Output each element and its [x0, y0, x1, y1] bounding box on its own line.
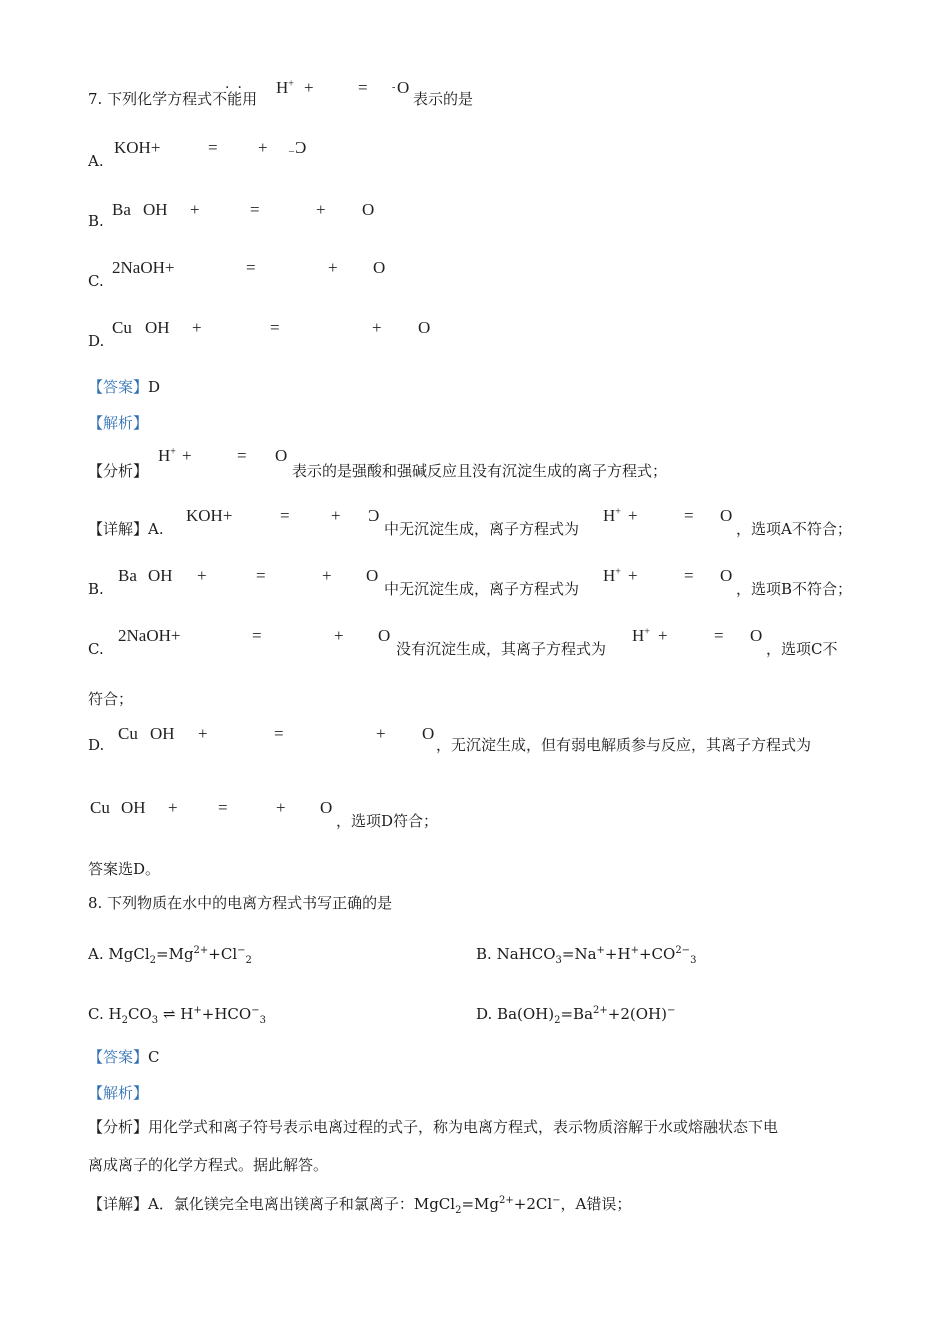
q7-conclusion: 答案选D。: [88, 860, 161, 878]
q7-option-a-part3: _: [289, 142, 294, 153]
q7-detail-d2-oh: OH: [121, 798, 146, 817]
q7-detail-b-ion-plus: +: [628, 566, 638, 585]
q8-option-a: A. $MgCl_2=Mg^{2+}+Cl^-_2$: [88, 945, 252, 966]
q7-detail-b-end: ，选项B不符合；: [736, 580, 853, 598]
q7-detail-c-end: ，选项C不: [766, 640, 838, 658]
q7-detail-a-o: Ɔ: [368, 506, 380, 525]
q7-detail-a-mid: 中无沉淀生成，离子方程式为: [384, 520, 580, 538]
q8-number: 8.: [88, 894, 103, 912]
q7-option-a-part2: +: [258, 138, 268, 157]
q7-fenxi-tag: 【分析】: [88, 462, 149, 480]
q8-stem-text: 下列物质在水中的电离方程式书写正确的是: [107, 894, 393, 912]
q7-detail-d-end: ，选项D符合；: [336, 812, 439, 830]
q8-fenxi-line1: [88, 1116, 778, 1138]
q7-option-a-part0: KOH+: [114, 138, 161, 157]
q7-detail-b-ion-o: O: [720, 566, 733, 585]
q7-detail-d-oh: OH: [150, 724, 175, 743]
q7-option-d-label: D.: [88, 332, 105, 350]
q7-option-b-part4: +: [316, 200, 326, 219]
q7-detail-d-eq: =: [274, 724, 284, 743]
q7-detail-d2-plus: +: [168, 798, 178, 817]
q7-detail-c-eq: =: [252, 626, 262, 645]
q7-detail-b-plus2: +: [322, 566, 332, 585]
q7-detail-d2-o: O: [320, 798, 333, 817]
q7-detail-b-ba: Ba: [118, 566, 137, 585]
q7-option-a-label: A.: [88, 152, 104, 170]
q7-option-c-part3: O: [373, 258, 386, 277]
q7-detail-tag: 【详解】: [88, 520, 149, 538]
q7-option-b-label: B.: [88, 212, 104, 230]
q7-detail-a-ion-h: H+: [603, 506, 621, 525]
q7-detail-b-o: O: [366, 566, 379, 585]
q7-option-b-part1: OH: [143, 200, 168, 219]
q7-detail-c-cont: 符合；: [88, 690, 134, 708]
q7-answer-value: D: [148, 378, 161, 396]
q7-stem-emph: 不能: [212, 90, 243, 108]
q7-detail-a-ion-o: O: [720, 506, 733, 525]
q7-option-c-part0: 2NaOH+: [112, 258, 175, 277]
q7-detail-c-o: O: [378, 626, 391, 645]
reversible-arrow-icon: ⇌: [162, 1005, 176, 1023]
q8-option-c: C. $H_2CO_3$ ⇌ $H^++HCO^-_3$: [88, 1005, 266, 1026]
q7-detail-c-label: C.: [88, 640, 104, 658]
q7-eq-sub: -: [392, 82, 396, 93]
q8-fenxi-tag: 【分析】: [88, 1118, 149, 1136]
q8-answer: [88, 1046, 160, 1068]
q7-eq-h: H+: [276, 78, 294, 97]
q7-number: 7.: [88, 90, 103, 108]
q8-option-d: D. $Ba(OH)_2=Ba^{2+}+2(OH)^-$: [476, 1005, 676, 1026]
q7-stem-mid: 用: [242, 90, 258, 108]
q7-option-d-part0: Cu: [112, 318, 132, 337]
q8-detail-a: 【详解】A．氯化镁完全电离出镁离子和氯离子：$MgCl_2=Mg^{2+}+2Cl^-$，A错误；: [88, 1195, 632, 1216]
q7-detail-d-label: D.: [88, 736, 105, 754]
q7-detail-a-ion-plus: +: [628, 506, 638, 525]
q7-detail-b-plus: +: [197, 566, 207, 585]
q7-detail-c-ion-plus: +: [658, 626, 668, 645]
q8-stem: [88, 892, 392, 914]
q7-eq-o: O: [397, 78, 410, 97]
q7-fenxi-text: 表示的是强酸和强碱反应且没有沉淀生成的离子方程式；: [292, 462, 668, 480]
q8-option-b: B. $NaHCO_3=Na^++H^++CO^{2-}_3$: [476, 945, 697, 966]
q7-detail-b-ion-eq: =: [684, 566, 694, 585]
q7-detail-b-oh: OH: [148, 566, 173, 585]
q7-option-a-part4: Ɔ: [295, 138, 307, 157]
q7-detail-a-end: ，选项A不符合；: [736, 520, 852, 538]
q7-detail-a-ion-eq: =: [684, 506, 694, 525]
q7-detail-d-cu: Cu: [118, 724, 138, 743]
q8-answer-tag: 【答案】: [88, 1048, 149, 1066]
q8-answer-value: C: [148, 1048, 160, 1066]
q7-stem-before: 下列化学方程式: [107, 90, 213, 108]
q7-option-b-part5: O: [362, 200, 375, 219]
q7-analysis-tag: 【解析】: [88, 414, 149, 432]
q7-detail-d-o: O: [422, 724, 435, 743]
q7-answer-tag: 【答案】: [88, 378, 149, 396]
q7-detail-c-plus: +: [334, 626, 344, 645]
q7-detail-d2-eq: =: [218, 798, 228, 817]
q7-option-d-part3: =: [270, 318, 280, 337]
q8-fenxi-line2: 离成离子的化学方程式。据此解答。: [88, 1156, 329, 1174]
q7-detail-d2-cu: Cu: [90, 798, 110, 817]
q7-option-d-part2: +: [192, 318, 202, 337]
q7-option-b-part2: +: [190, 200, 200, 219]
emphasis-dots: ··: [225, 80, 250, 96]
q7-detail-a-koh: KOH+: [186, 506, 233, 525]
q7-option-c-part1: =: [246, 258, 256, 277]
q7-option-a-part1: =: [208, 138, 218, 157]
q7-option-d-part1: OH: [145, 318, 170, 337]
q7-stem-after: 表示的是: [413, 90, 474, 108]
q7-detail-c-ion-h: H+: [632, 626, 650, 645]
q7-answer: [88, 376, 160, 398]
q7-detail-d2-plus2: +: [276, 798, 286, 817]
q8-analysis-tag: 【解析】: [88, 1084, 149, 1102]
q7-eq-equals: =: [358, 78, 368, 97]
q7-option-d-part5: O: [418, 318, 431, 337]
q7-fenxi-h: H+: [158, 446, 176, 465]
q7-detail-a-label: A.: [148, 520, 164, 538]
q7-fenxi-plus: +: [182, 446, 192, 465]
q7-detail-b-mid: 中无沉淀生成，离子方程式为: [384, 580, 580, 598]
q7-option-c-part2: +: [328, 258, 338, 277]
q7-detail-a-eq: =: [280, 506, 290, 525]
q7-fenxi-eq: =: [237, 446, 247, 465]
q7-detail-d-plus2: +: [376, 724, 386, 743]
q7-option-c-label: C.: [88, 272, 104, 290]
q8-detail-tag: 【详解】: [88, 1195, 149, 1213]
q7-detail-c-ion-eq: =: [714, 626, 724, 645]
q7-option-d-part4: +: [372, 318, 382, 337]
q7-detail-c-ion-o: O: [750, 626, 763, 645]
q7-eq-plus: +: [304, 78, 314, 97]
q7-detail-b-eq: =: [256, 566, 266, 585]
q7-detail-a: [88, 518, 164, 540]
q7-detail-a-plus: +: [331, 506, 341, 525]
q7-fenxi-o: O: [275, 446, 288, 465]
q7-detail-d-plus: +: [198, 724, 208, 743]
q7-detail-b-label: B.: [88, 580, 104, 598]
q7-detail-c-naoh: 2NaOH+: [118, 626, 181, 645]
q7-detail-b-ion-h: H+: [603, 566, 621, 585]
q8-fenxi-text1: 用化学式和离子符号表示电离过程的式子，称为电离方程式，表示物质溶解于水或熔融状态下电: [148, 1118, 779, 1136]
q7-detail-c-mid: 没有沉淀生成，其离子方程式为: [396, 640, 607, 658]
q7-option-b-part0: Ba: [112, 200, 131, 219]
q7-option-b-part3: =: [250, 200, 260, 219]
q7-detail-d-mid: ，无沉淀生成，但有弱电解质参与反应，其离子方程式为: [436, 736, 812, 754]
